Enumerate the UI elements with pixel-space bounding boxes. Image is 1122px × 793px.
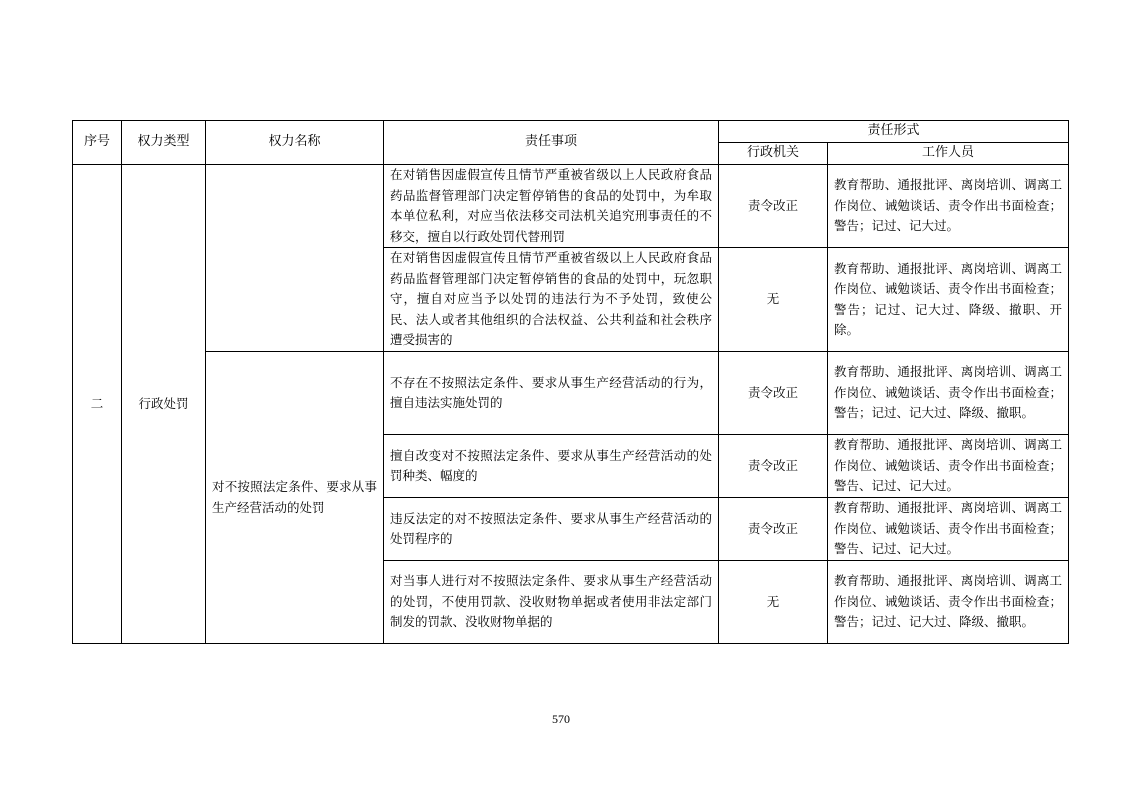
admin-organ-cell: 责令改正 [719,435,828,498]
admin-organ-cell: 无 [719,561,828,644]
admin-organ-cell: 责令改正 [719,165,828,248]
admin-organ-cell: 无 [719,248,828,352]
responsibility-table [72,120,1069,644]
duty-item-cell: 不存在不按照法定条件、要求从事生产经营活动的行为，擅自违法实施处罚的 [384,352,719,435]
staff-cell: 教育帮助、通报批评、离岗培训、调离工作岗位、诫勉谈话、责令作出书面检查；警告；记过、记大过、降级、撤职。 [828,352,1069,435]
power-name-cell-a [206,165,384,352]
table-row [73,165,1069,248]
duty-item-cell: 在对销售因虚假宣传且情节严重被省级以上人民政府食品药品监督管理部门决定暂停销售的食品的处罚中，为牟取本单位私利，对应当依法移交司法机关追究刑事责任的不移交，擅自以行政处罚代替刑罚 [384,165,719,248]
table-row [73,352,1069,435]
power-type-cell: 行政处罚 [122,165,206,644]
admin-organ-cell: 责令改正 [719,498,828,561]
page-number: 570 [552,712,570,726]
header-duty-item: 责任事项 [384,121,719,165]
header-duty-form: 责任形式 [719,121,1069,143]
header-seq: 序号 [73,121,122,165]
header-admin-organ: 行政机关 [719,143,828,165]
staff-cell: 教育帮助、通报批评、离岗培训、调离工作岗位、诫勉谈话、责令作出书面检查；警告；记过、记大过、降级、撤职。 [828,561,1069,644]
staff-cell: 教育帮助、通报批评、离岗培训、调离工作岗位、诫勉谈话、责令作出书面检查；警告、记过、记大过。 [828,435,1069,498]
staff-cell: 教育帮助、通报批评、离岗培训、调离工作岗位、诫勉谈话、责令作出书面检查；警告；记过、记大过。 [828,165,1069,248]
header-power-name: 权力名称 [206,121,384,165]
duty-item-cell: 对当事人进行对不按照法定条件、要求从事生产经营活动的处罚，不使用罚款、没收财物单据或者使用非法定部门制发的罚款、没收财物单据的 [384,561,719,644]
duty-item-cell: 违反法定的对不按照法定条件、要求从事生产经营活动的处罚程序的 [384,498,719,561]
duty-item-cell: 擅自改变对不按照法定条件、要求从事生产经营活动的处罚种类、幅度的 [384,435,719,498]
staff-cell: 教育帮助、通报批评、离岗培训、调离工作岗位、诫勉谈话、责令作出书面检查；警告、记过、记大过。 [828,498,1069,561]
duty-item-cell: 在对销售因虚假宣传且情节严重被省级以上人民政府食品药品监督管理部门决定暂停销售的食品的处罚中，玩忽职守，擅自对应当予以处罚的违法行为不予处罚，致使公民、法人或者其他组织的合法权益、公共利益和社会秩序遭受损害的 [384,248,719,352]
header-power-type: 权力类型 [122,121,206,165]
staff-cell: 教育帮助、通报批评、离岗培训、调离工作岗位、诫勉谈话、责令作出书面检查；警告；记过、记大过、降级、撤职、开除。 [828,248,1069,352]
power-name-cell-b: 对不按照法定条件、要求从事生产经营活动的处罚 [206,352,384,644]
header-staff: 工作人员 [828,143,1069,165]
admin-organ-cell: 责令改正 [719,352,828,435]
seq-cell: 二 [73,165,122,644]
